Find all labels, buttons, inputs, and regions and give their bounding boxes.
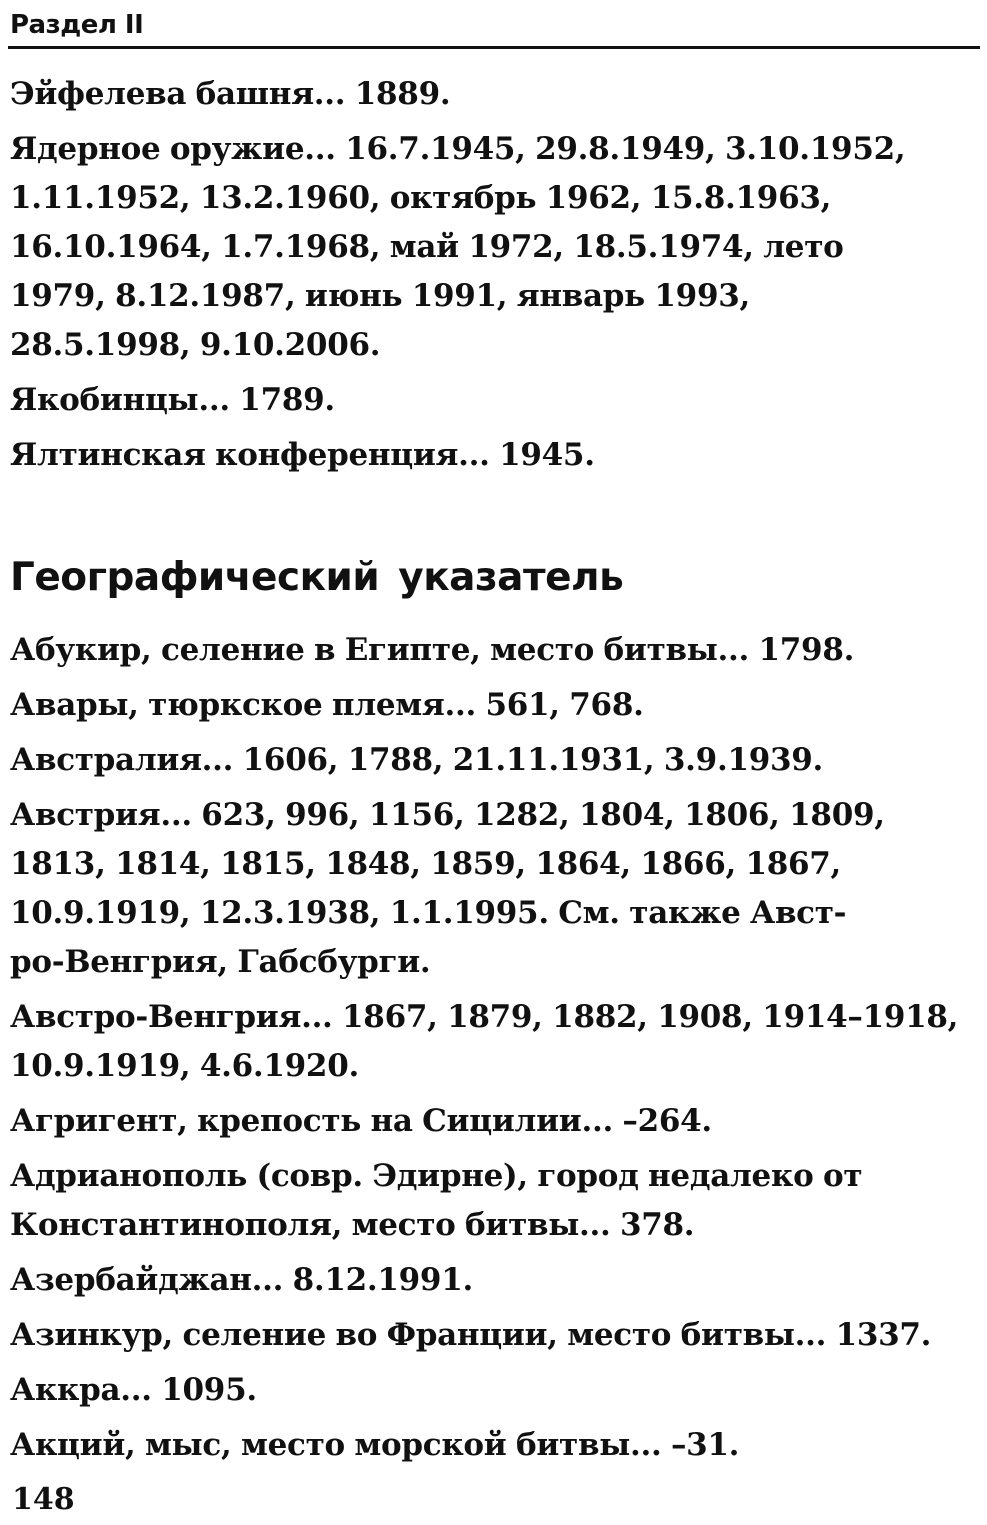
index-entry [10, 626, 978, 675]
entry-line: Адрианополь (совр. Эдирне), город недалеко от [10, 1158, 863, 1194]
index-entry [10, 1152, 978, 1250]
index-entry [10, 681, 978, 730]
entry-line: 1979, 8.12.1987, июнь 1991, январь 1993, [10, 278, 750, 314]
entry-line: 10.9.1919, 12.3.1938, 1.1.1995. См. также Авст- [10, 895, 847, 931]
entry-line: 10.9.1919, 4.6.1920. [10, 1048, 359, 1084]
entry-line: 1813, 1814, 1815, 1848, 1859, 1864, 1866, 1867, [10, 846, 842, 882]
entry-line: Абукир, селение в Египте, место битвы... 1798. [10, 632, 855, 668]
index-entry [10, 993, 978, 1091]
entry-line: Австралия... 1606, 1788, 21.11.1931, 3.9.1939. [10, 742, 824, 778]
index-entry [10, 1366, 978, 1415]
entry-line: Австрия... 623, 996, 1156, 1282, 1804, 1806, 1809, [10, 797, 885, 833]
index-entry [10, 376, 978, 425]
subject-index-continuation [10, 70, 978, 486]
entry-line: Агригент, крепость на Сицилии... –264. [10, 1103, 712, 1139]
index-entry [10, 125, 978, 370]
index-entry [10, 1256, 978, 1305]
entry-line: Эйфелева башня... 1889. [10, 76, 451, 112]
entry-line: 1.11.1952, 13.2.1960, октябрь 1962, 15.8.1963, [10, 180, 832, 216]
section-title: Географический указатель [10, 555, 624, 600]
index-entry [10, 1421, 978, 1470]
entry-line: Азинкур, селение во Франции, место битвы... 1337. [10, 1317, 932, 1353]
entry-line: 16.10.1964, 1.7.1968, май 1972, 18.5.1974, лето [10, 229, 844, 265]
entry-line: 28.5.1998, 9.10.2006. [10, 327, 381, 363]
entry-line: Ялтинская конференция... 1945. [10, 437, 595, 473]
entry-line: Аккра... 1095. [10, 1372, 257, 1408]
entry-line: Ядерное оружие... 16.7.1945, 29.8.1949, 3.10.1952, [10, 131, 906, 167]
header-rule [8, 46, 980, 49]
index-entry [10, 1311, 978, 1360]
index-entry [10, 431, 978, 480]
page-number: 148 [12, 1482, 75, 1517]
entry-line: Авары, тюркское племя... 561, 768. [10, 687, 644, 723]
entry-line: Азербайджан... 8.12.1991. [10, 1262, 473, 1298]
index-entry [10, 791, 978, 987]
index-entry [10, 70, 978, 119]
geographic-index [10, 626, 978, 1476]
entry-line: Акций, мыс, место морской битвы... –31. [10, 1427, 740, 1463]
index-entry [10, 736, 978, 785]
index-entry [10, 1097, 978, 1146]
entry-line: Австро-Венгрия... 1867, 1879, 1882, 1908, 1914–1918, [10, 999, 959, 1035]
entry-line: Якобинцы... 1789. [10, 382, 335, 418]
running-head: Раздел II [10, 10, 144, 40]
entry-line: ро-Венгрия, Габсбурги. [10, 944, 431, 980]
entry-line: Константинополя, место битвы... 378. [10, 1207, 695, 1243]
